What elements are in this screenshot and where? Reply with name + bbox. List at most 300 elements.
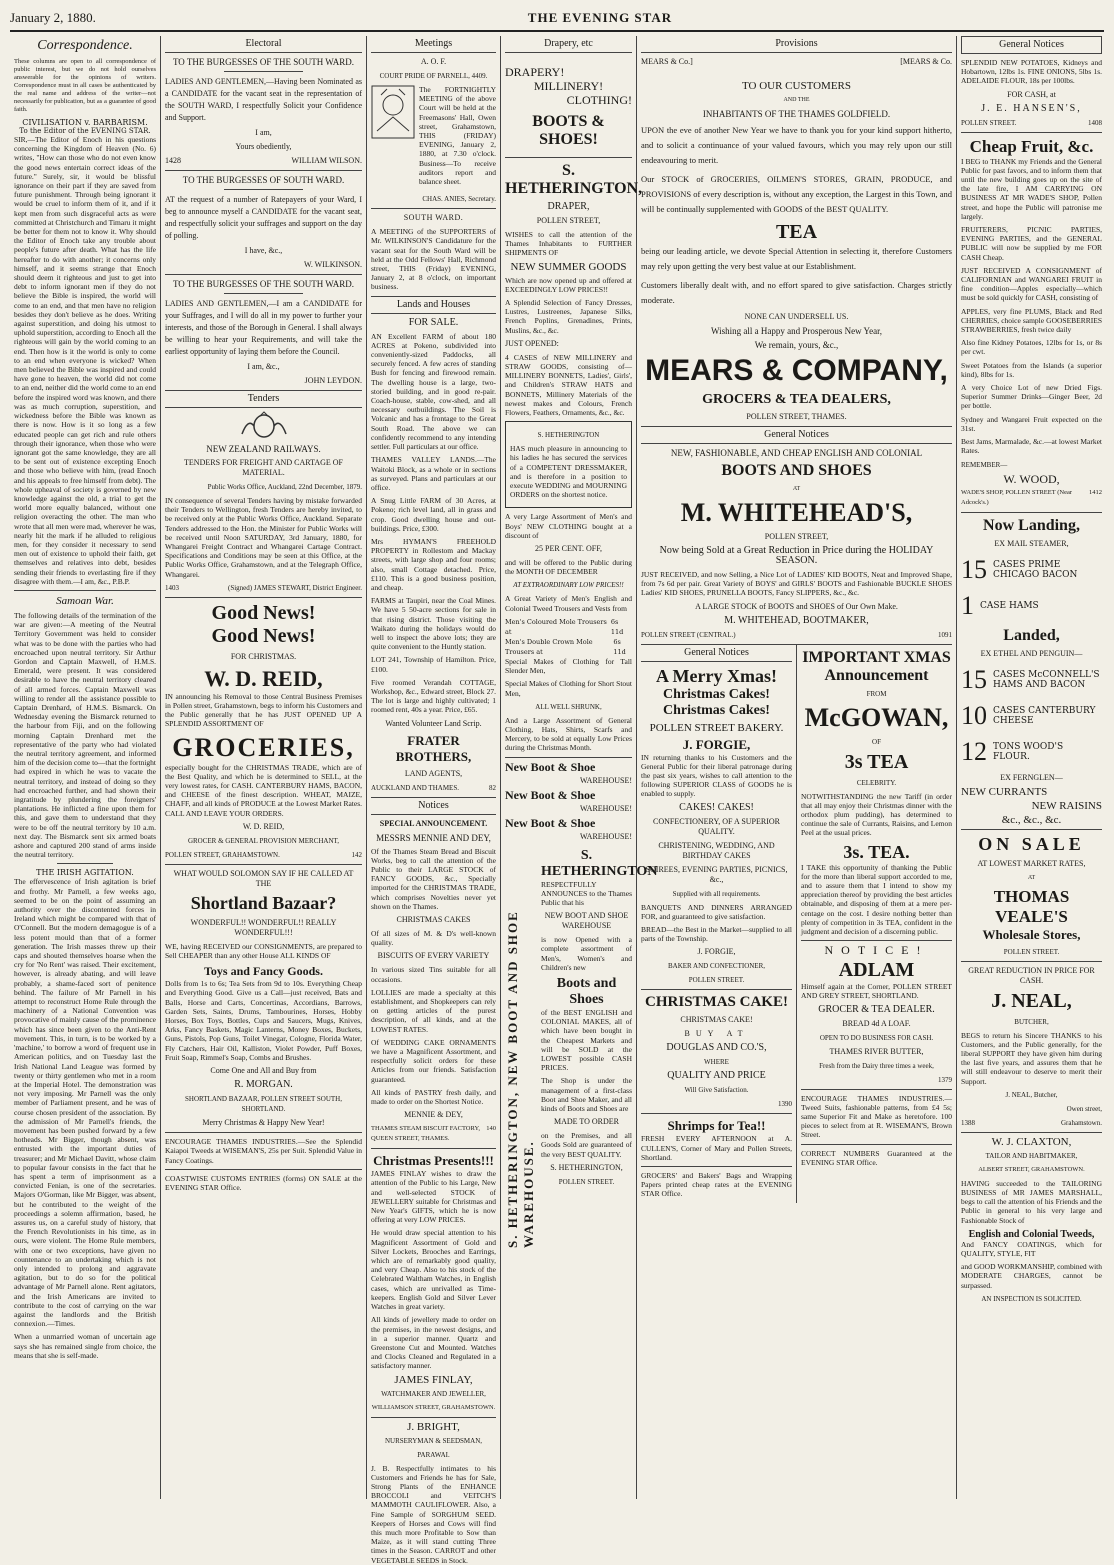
column-correspondence bbox=[10, 36, 160, 1499]
on-sale: ON SALE bbox=[978, 833, 1085, 854]
shrimps-body: FRESH EVERY AFTERNOON at A. CULLEN'S, Corner of Mary and Pollen Streets, Shortland. bbox=[641, 1134, 792, 1162]
landing-count-1: 15 bbox=[961, 554, 987, 584]
sweet-potatoes: Sweet Potatoes from the Islands (a superior kind), 8lbs for 1s. bbox=[961, 360, 1102, 379]
mears-wish: Wishing all a Happy and Prosperous New Year, bbox=[711, 326, 882, 336]
inhabitants: INHABITANTS OF THE THAMES GOLDFIELD. bbox=[702, 109, 891, 119]
reid-for-christmas: FOR CHRISTMAS. bbox=[230, 651, 297, 661]
finlay-body-1: JAMES FINLAY wishes to draw the attention of the Public to his Large, New and well-selected STOCK of JEWELLERY suitable for Christmas and New Year's GIFTS, which he is now offering at very LOW PRICES. bbox=[371, 1169, 496, 1225]
banquets: BANQUETS AND DINNERS ARRANGED FOR, and guaranteed to give satisfaction. bbox=[641, 902, 792, 921]
finlay-body-3: All kinds of jewellery made to order on the premises, in the newest designs, and in a superior manner. Quartz and Greenstone Cut and Mounted. Watches and Clocks Cleaned and Regulated in a satisfactory manner. bbox=[371, 1315, 496, 1371]
hetherington-2-body-4: The Shop is under the management of a first-class Boot and Shoe Maker, and all kinds of Boots and Shoes are bbox=[541, 1076, 632, 1113]
christmas-cake-big: CHRISTMAS CAKE! bbox=[645, 994, 788, 1011]
hetherington-2-body-3: of the BEST ENGLISH and COLONIAL MAKES, all of which have been bought in the Cheapest Markets and will be SOLD at the LOWEST possible CASH PRICES. bbox=[541, 1007, 632, 1073]
good-news-1: Good News! bbox=[211, 601, 316, 624]
millinery-heading: MILLINERY! bbox=[533, 79, 604, 93]
section-heading-notices: Notices bbox=[371, 797, 496, 815]
to-customers: TO OUR CUSTOMERS bbox=[741, 80, 851, 92]
forgie-name: J. FORGIE, bbox=[682, 736, 751, 752]
ethel-penguin: EX ETHEL AND PENGUIN— bbox=[980, 648, 1083, 658]
section-heading-general-notices-3: General Notices bbox=[641, 645, 792, 662]
trousers: A Great Variety of Men's English and Colonial Tweed Trousers and Vests from bbox=[505, 594, 632, 613]
neal-butcher: BUTCHER, bbox=[1014, 1017, 1049, 1026]
quality-price: QUALITY AND PRICE bbox=[667, 1070, 766, 1082]
whitehead-sign-2: POLLEN STREET (CENTRAL.) bbox=[641, 630, 736, 639]
claxton-address: ALBERT STREET, GRAHAMSTOWN. bbox=[978, 1165, 1085, 1173]
inspection: AN INSPECTION IS SOLICITED. bbox=[981, 1294, 1082, 1303]
reid-groceries: GROCERIES, bbox=[172, 732, 355, 762]
adlam-number: 1379 bbox=[938, 1075, 952, 1084]
cases-body: 4 CASES of NEW MILLINERY and STRAW GOODS, consisting of— MILLINERY BONNETS, Ladies', Girls', and Children's STRAW HATS and BONNETS, Millinery Materials of the newest makes and Colours, French Flowers, Feathers, Ornaments, &c., &c. bbox=[505, 352, 632, 418]
letter-body: SIR,—The Editor of Enoch in his questions concerning the Kingdom of Heaven (No. 6) writes, "How can those who do not even know the good news entertain correct ideas of the future." Surely, sir, it would be blissful ignorance on their part if they are saved from future punishment. Through being ignorant it would be cruel to inform them of it, and if it kept men from such disgraceful acts as were committed at Christchurch and Timaru it might be better for them not to know it. Why should the Editor of Enoch take any trouble about people's future after death. What has the life hereafter to do with another; it concerns only himself, and it seems strange that Enoch should deem it righteous and just to get into debt to inform ignorant men if they do not believe the Bible is inspired, the world will come to an end, and that men have no religion besides they don't believe as he does. Writing against superstition, and doing his utmost to uphold superstition, according to Enoch all the righteous will gain by the world coming to an end. Then how is it the world is only to come to an end when everyone is wicked? When men believed the Bible was inspired and could have gone to heaven, the world did not come to an end, neither did the world come to an end before the inspired word was known, and there was as much corruption, superstition, and wickedness before the Bible was known as there is now. How is it so long as a few educated people can get rich and rule others through their ignorance, when those who were ignorant got the same knowledge, they are all to be sent out of existence excepting Enoch and those who believe with him, (read Enoch and his appeals to free himself from debt). The whole upheaval of society is governed by new knowledge against the old, a trial to get the world more equally balanced, without one religion overacting the other. The man who wrote that all men were mad, wherever he was, nearly hit the mark if he alluded to religious men, for they consider it necessary to send men out of existence to uphold their faith, get themselves and relatives into debt, besides sending their friends to everlasting fire if they disagree with them.—I am, &c., P.B.P. bbox=[14, 135, 156, 586]
landing-item-1: CASES PRIME CHICAGO BACON bbox=[993, 559, 1078, 580]
new-raisins: NEW RAISINS bbox=[1031, 799, 1102, 812]
bazaar-wish: Merry Christmas & Happy New Year! bbox=[202, 1118, 325, 1128]
christmas-cake-small: CHRISTMAS CAKE! bbox=[680, 1015, 753, 1025]
section-heading-provisions: Provisions bbox=[641, 36, 952, 53]
price-value-1: 6s 11d bbox=[610, 617, 624, 636]
bread: BREAD—the Best in the Market—supplied to all parts of the Township. bbox=[641, 925, 792, 944]
electoral-ad-2-title: TO THE BURGESSES OF SOUTH WARD. bbox=[182, 175, 345, 185]
railways-place: Public Works Office, Auckland, 22nd December, 1879. bbox=[207, 483, 362, 491]
satisfaction: Will Give Satisfaction. bbox=[684, 1086, 749, 1095]
reid-sign2: GROCER & GENERAL PROVISION MERCHANT, bbox=[187, 836, 340, 845]
mears-body-2: Our STOCK of GROCERIES, OILMEN'S STORES, GRAIN, PRODUCE, and PROVISIONS of every description is, without any exception, the Largest in this Town, and will be continually supplemented with GOODS of the BEST QUALITY. bbox=[641, 174, 952, 214]
column-drapery bbox=[500, 36, 658, 1499]
section-heading-electoral: Electoral bbox=[165, 36, 362, 53]
bazaar-body: WE, having RECEIVED our CONSIGNMENTS, are prepared to Sell CHEAPER than any other House ALL KINDS OF bbox=[165, 941, 362, 961]
mcgowan-from: FROM bbox=[866, 689, 887, 698]
neal-town: Grahamstown. bbox=[1060, 1118, 1102, 1127]
potatoes-ad: SPLENDID NEW POTATOES, Kidneys and Hobartown, 12lbs 1s. FINE ONIONS, 5lbs 1s. ADELAIDE FLOUR, 18s per 100lbs. bbox=[961, 58, 1102, 86]
bright-body: J. B. Respectfully intimates to his Customers and Friends he has for Sale, Strong Plants of the ENHANCE BROCCOLI and VEITCH'S MAMMOTH CAULIFLOWER. Also, a Fine Sample of SORGHUM SEED. Keepers of Horses and Cows will find this much more Profitable to Sow than Maize, as it will stand cutting Three times in the Season. CARROT and other VEGETABLE SEEDS in Stock. bbox=[371, 1463, 496, 1565]
discount: 25 PER CENT. OFF, bbox=[535, 544, 602, 554]
claxton-name: W. J. CLAXTON, bbox=[991, 1135, 1072, 1148]
mcgowan-3s-tea: 3s TEA bbox=[844, 750, 909, 773]
landing-item-2: CASE HAMS bbox=[980, 600, 1039, 611]
forgie-body: IN returning thanks to his Customers and the General Public for their liberal patronage during the past six years, wishes to call attention to the following SUPERIOR CLASS of GOODS he is enabled to supply. bbox=[641, 752, 792, 799]
south-ward-body: A MEETING of the SUPPORTERS of Mr. WILKINSON'S Candidature for the vacant seat for the South Ward will be held at the Odd Fellows' Hall, Richmond street, THIS (Friday) EVENING, January 2, at 8 o'clock, on important business. bbox=[371, 227, 496, 292]
hansen-number: 1408 bbox=[1088, 118, 1102, 127]
customs-ad: COASTWISE CUSTOMS ENTRIES (forms) ON SALE at the EVENING STAR Office. bbox=[165, 1173, 362, 1192]
wood-name: W. WOOD, bbox=[1003, 471, 1060, 486]
forgie-sub: BAKER AND CONFECTIONER, bbox=[667, 962, 766, 971]
mears-company: MEARS & COMPANY, bbox=[645, 354, 948, 387]
landing-item-4: CASES CANTERBURY CHEESE bbox=[993, 705, 1096, 726]
section-heading-general-notices-2: General Notices bbox=[641, 426, 952, 444]
forgie-column bbox=[641, 645, 797, 1203]
foresters-emblem-icon bbox=[371, 85, 415, 143]
douglas-name: DOUGLAS AND CO.'S, bbox=[666, 1042, 767, 1054]
mcgowan-body: NOTWITHSTANDING the new Tariff (in order that all may enjoy their Christmas dinner with the orthodox plum pudding), has determined to continue the sale of Currants, Raisins, and Lemon Peel at the usual prices. bbox=[801, 791, 952, 838]
bazaar-wonderful: WONDERFUL!! WONDERFUL!! REALLY WONDERFUL!!! bbox=[190, 917, 337, 937]
electoral-ad-3-body: LADIES AND GENTLEMEN,—I am a CANDIDATE for your Suffrages, and I will do all in my power to further your interests, and those of the Borough in General. I shall always be willing to hear your Requirements, and will take the earliest opportunity of laying them before the Council. bbox=[165, 299, 362, 356]
closing-filler: When a unmarried woman of uncertain age says she has remained single from choice, the means that she is self-made. bbox=[14, 1332, 156, 1360]
fruiterers: FRUITERERS, PICNIC PARTIES, EVENING PARTIES, and the GENERAL PUBLIC will now be supplied by me FOR CASH Cheap. bbox=[961, 225, 1102, 262]
electoral-ad-1-sign: I am, bbox=[255, 128, 272, 137]
special-announcement: SPECIAL ANNOUNCEMENT. bbox=[379, 818, 488, 828]
best-jams: Best Jams, Marmalade, &c.—at lowest Market Rates. bbox=[961, 437, 1102, 456]
correspondence-notice: These columns are open to all correspondence of public interest, but we do not hold ourselves answerable for the opinions of writers. Correspondence must in all cases be authenticated by the real name and address of the writer—not necessarily for publication, but as a guarantee of good faith. bbox=[14, 58, 156, 113]
wanted-scrip: Wanted Volunteer Land Scrip. bbox=[385, 718, 482, 728]
hetherington-address: POLLEN STREET, bbox=[536, 216, 601, 225]
warehouse-2: WAREHOUSE! bbox=[580, 803, 632, 813]
sale-body-3: A Snug Little FARM of 30 Acres, at Pokeno; rich level land, all in grass and crop. Good dwelling house and out-buildings. Price, £300. bbox=[371, 496, 496, 533]
whitehead-at: AT bbox=[792, 486, 801, 492]
aof-body: The FORTNIGHTLY MEETING of the above Court will be held at the Freemasons' Hall, Owen street, Grahamstown, THIS (FRIDAY) EVENING, January 2, 1880, at 7.30 o'clock. Business—To receive auditors report and balance sheet. bbox=[419, 85, 496, 187]
cakes-body: Of all sizes of M. & D's well-known quality. bbox=[371, 929, 496, 948]
bazaar-toys: Toys and Fancy Goods. bbox=[204, 964, 323, 979]
finlay-body-2: He would draw special attention to his Magnificent Assortment of Gold and Silver Lockets, Brooches and Earrings, which are of remarkably good quality, and very Cheap. Also to his stock of the Celebrated Waltham Watches, in English cases, which are unrivalled as Time-keepers. English Gold and Silver Lever Watches in great variety. bbox=[371, 1228, 496, 1312]
price-label-1: Men's Coloured Mole Trousers at bbox=[505, 617, 607, 636]
frater-name: FRATER BROTHERS, bbox=[395, 732, 472, 764]
forgie-sign: J. FORGIE, bbox=[697, 947, 736, 957]
samoan-war-body: The following details of the termination of the war are given:—A meeting of the Neutral Territory Government was held to consider what was to be done with the parties who had encroached upon neutral territory. Sir Arthur Gordon and Captain Maxwell, of H.M.S. Emerald, were present. It was considered desirable to have the neutral territory cleared of all armed forces. Captain Maxwell was willing to render all the assistance possible to Captain Drenhard, of H.M.S. Bismarck. On Wednesday evening the Bismarck returned to the harbour from Fiji, and on the following morning Captain Drenhard met the representative of the party who had violated the neutral territory agreement, and informed him of the decision come to—that the fortnight had expired in which he was to vacate the neutral territory, and instead of doing so they had encroached further, and had shown their ingratitude by plundering the foreigners' plantations. He inflicted a fine upon them for this, and gave them to understand that they were to be off the neutral territory by 10 a.m. next day. The Bismarck sent six armed boats ashore and captured 200 stand of arms inside the neutral territory. bbox=[14, 610, 156, 860]
christmas-cakes-2: Christmas Cakes! bbox=[663, 702, 770, 718]
mears-tag-right: [MEARS & Co. bbox=[900, 57, 952, 66]
landing-item-5: TONS WOOD'S FLOUR. bbox=[993, 741, 1064, 762]
electoral-ad-1-name: WILLIAM WILSON. bbox=[291, 156, 362, 165]
dressmaker-body: HAS much pleasure in announcing to his ladies he has secured the services of a COMPETENT DRESSMAKER, and is therefore in a position to execute WEDDING and MOURNING ORDERS on the shortest notice. bbox=[510, 444, 627, 500]
railways-sign: (Signed) JAMES STEWART, District Engineer. bbox=[228, 583, 362, 592]
hetherington-name: S. HETHERINGTON, bbox=[505, 162, 643, 197]
electoral-ad-3-name: JOHN LEYDON. bbox=[304, 376, 362, 385]
electoral-ad-2-name: W. WILKINSON. bbox=[304, 260, 362, 269]
railways-subtitle: TENDERS FOR FREIGHT AND CARTAGE OF MATERIAL. bbox=[184, 458, 343, 477]
for-sale-title: FOR SALE. bbox=[408, 316, 459, 328]
landing-count-3: 15 bbox=[961, 664, 987, 694]
aof-title: A. O. F. bbox=[420, 57, 447, 66]
hetherington-2-name: S. HETHERINGTON bbox=[541, 847, 658, 879]
bazaar-address: SHORTLAND BAZAAR, POLLEN STREET SOUTH, SHORTLAND. bbox=[185, 1095, 342, 1114]
frater-sub: LAND AGENTS, bbox=[404, 768, 463, 778]
adlam-name: ADLAM bbox=[838, 959, 915, 982]
column-provisions bbox=[636, 36, 956, 1499]
cakes-title: CHRISTMAS CAKES bbox=[396, 915, 471, 924]
tea-word: TEA bbox=[775, 221, 818, 243]
just-opened: JUST OPENED: bbox=[505, 338, 559, 348]
headline-samoan-war: Samoan War. bbox=[56, 594, 114, 607]
reid-body: IN announcing his Removal to those Central Business Premises in Pollen street, Grahamstown, begs to inform his Customers and the Public generally that he has JUST OPENED UP A SPLENDID ASSORTMENT OF bbox=[165, 691, 362, 729]
landing-count-4: 10 bbox=[961, 700, 987, 730]
announcement: Announcement bbox=[824, 666, 929, 684]
frater-number: 82 bbox=[489, 783, 496, 792]
soirees: SOIREES, EVENING PARTIES, PICNICS, &c., bbox=[645, 864, 788, 884]
reid-address: POLLEN STREET, GRAHAMSTOWN. bbox=[165, 850, 280, 859]
railways-number: 1403 bbox=[165, 583, 179, 592]
lowest-rates: AT LOWEST MARKET RATES, bbox=[977, 858, 1086, 868]
industries-ad: ENCOURAGE THAMES INDUSTRIES.—See the Splendid Kaiapoi Tweeds at WISEMAN'S, 25s per Suit. Splendid Value in Fancy Coatings. bbox=[165, 1137, 362, 1165]
reid-body2: especially bought for the CHRISTMAS TRADE, which are of the Best Quality, and which he is determined to SELL, at the very lowest rates, for CASH. CANTERBURY HAMS, BACON, and CHEESE of the finest description. WHEAT, MAIZE, CHAFF, and all kinds of PRODUCE at the Lowest Market Rates. CALL AND LEAVE YOUR ORDERS. bbox=[165, 762, 362, 818]
notice-heading: NOTICE! bbox=[824, 943, 929, 958]
forgie-address: POLLEN STREET. bbox=[688, 976, 745, 985]
remember: REMEMBER— bbox=[961, 460, 1008, 469]
mears-remain: We remain, yours, &c., bbox=[754, 340, 839, 350]
veale-name: THOMAS VEALE'S bbox=[993, 886, 1070, 926]
now-landing: Now Landing, bbox=[983, 516, 1080, 534]
landing-count-2: 1 bbox=[961, 590, 974, 620]
neal-number: 1388 bbox=[961, 1118, 975, 1127]
industries-ad-2: ENCOURAGE THAMES INDUSTRIES.—Tweed Suits, fashionable patterns, from £4 5s; same Superior Fit and Make as heretofore. 100 pieces to select from at R. WISEMAN'S, Brown Street. bbox=[801, 1093, 952, 1140]
price-label-2: Men's Double Crown Mole Trousers at bbox=[505, 637, 593, 656]
mennie-head: MESSRS MENNIE AND DEY, bbox=[376, 832, 491, 843]
bright-sub: NURSERYMAN & SEEDSMAN, bbox=[384, 1436, 483, 1445]
clothing-heading: CLOTHING! bbox=[566, 93, 632, 107]
special-makes-2: Special Makes of Clothing for Short Stout Men, bbox=[505, 679, 632, 698]
landing-count-5: 12 bbox=[961, 736, 987, 766]
river-butter: THAMES RIVER BUTTER, bbox=[829, 1046, 924, 1056]
sale-body-5: FARMS at Taupiri, near the Coal Mines. We have 5 50-acre sections for sale in that rising district. Those visiting the Waikato during the holidays would do well to inspect the above lots; they are quite convenient to the Huntly station. bbox=[371, 596, 496, 652]
headline-civilisation: CIVILISATION v. BARBARISM. bbox=[22, 118, 148, 127]
whitehead-stock: A LARGE STOCK of BOOTS and SHOES of Our Own Make. bbox=[695, 601, 898, 611]
hetherington-sub: DRAPER, bbox=[547, 201, 590, 212]
section-heading-general-notices: General Notices bbox=[961, 36, 1102, 54]
boots-shoes-heading: BOOTS & SHOES! bbox=[532, 113, 605, 148]
kidney-potatoes: Also fine Kidney Potatoes, 12lbs for 1s, or 8s per cwt. bbox=[961, 338, 1102, 357]
whitehead-head: NEW, FASHIONABLE, AND CHEAP ENGLISH AND COLONIAL bbox=[670, 448, 923, 458]
bread-loaf: BREAD 4d A LOAF. bbox=[842, 1018, 911, 1028]
section-heading-lands: Lands and Houses bbox=[371, 296, 496, 314]
finlay-name: JAMES FINLAY, bbox=[394, 1373, 473, 1386]
grocer-tea-dealer: GROCER & TEA DEALER. bbox=[818, 1003, 935, 1015]
neal-sign: J. NEAL, Butcher, bbox=[1005, 1090, 1058, 1099]
cheap-fruit: Cheap Fruit, &c. bbox=[969, 136, 1094, 156]
veale-at: AT bbox=[1027, 874, 1036, 881]
etc: &c., &c., &c. bbox=[1001, 813, 1062, 826]
electoral-ad-3-sign: I am, &c., bbox=[247, 362, 280, 371]
butter-fresh: Fresh from the Dairy three times a week, bbox=[819, 1061, 934, 1070]
well-shrunk: ALL WELL SHRUNK, bbox=[535, 702, 602, 711]
bazaar-name: Shortland Bazaar? bbox=[190, 892, 337, 913]
bazaar-owner: R. MORGAN. bbox=[234, 1079, 293, 1091]
hansen-address: POLLEN STREET. bbox=[961, 118, 1017, 127]
mears-liberal: Customers liberally dealt with, and no effort spared to give satisfaction. Charges strictly moderate. bbox=[641, 280, 952, 305]
biscuits-title: BISCUITS OF EVERY VARIETY bbox=[377, 951, 490, 961]
landing-line-5 bbox=[961, 737, 1102, 767]
wood-number: 1412 bbox=[1089, 488, 1102, 496]
new-boot-shoe-3: New Boot & Shoe bbox=[505, 815, 596, 830]
reid-number: 142 bbox=[351, 850, 362, 859]
sale-body-1: AN Excellent FARM of about 180 ACRES at Pokeno, subdivided into conveniently-sized Paddocks, all securely fenced. A few acres of standing Bush for fencing and firewood remain. The dwelling house is a large, two-storied building, and in good re-pair. Coach-house, stable, cow-shed, and all necessary outbuildings. The Soil is Volcanic and has a frontage to the Great South Road. The above we can confidently recommend to any intending settler. Full particulars at our office. bbox=[371, 331, 496, 452]
hetherington-2-body-2: is now Opened with a complete assortment of Men's, Women's and Children's new bbox=[541, 935, 632, 972]
new-boot-shoe-2: New Boot & Shoe bbox=[505, 787, 596, 802]
hetherington-2-sign: S. HETHERINGTON, bbox=[550, 1162, 623, 1172]
great-reduction: GREAT REDUCTION IN PRICE FOR CASH. bbox=[968, 965, 1095, 985]
requirements: Supplied with all requirements. bbox=[672, 889, 761, 898]
hetherington-list: A Splendid Selection of Fancy Dresses, Lustres, Lustreenes, Japanese Silks, French Poplins, Grenadines, Prints, Muslins, &c., &c. bbox=[505, 298, 632, 335]
dressmaker-box bbox=[505, 421, 632, 508]
mail-steamer: EX MAIL STEAMER, bbox=[994, 538, 1069, 548]
bazaar-list: Dolls from 1s to 6s; Tea Sets from 9d to 10s. Everything Cheap and Everything Good. Give us a Call—just received, Bats and Balls, Horse and Carts, Concertinas, Accordians, Barrows, Garden Sets, Saints, Drums, Tambourines, Horses, Hobby Horses, Box Toys, Bottles, Cups and Saucers, Mugs, Knives, Arks, Fancy Baskets, Magic Lanterns, Money Boxes, Buckets, Guns, Pistols, Pop Guns, Toilet Vinegar, Cologne, Florida Water, Fly Catchers, Hair Oil, Kalliston, Violet Powder, Puff Boxes, Fruit Soap, Rimmel's Soap, Combs and Brushes. bbox=[165, 979, 362, 1062]
hetherington-2-warehouse: NEW BOOT AND SHOE WAREHOUSE bbox=[544, 911, 629, 931]
low-prices: AT EXTRAORDINARY LOW PRICES!! bbox=[513, 581, 624, 590]
where: WHERE bbox=[704, 1058, 729, 1067]
confectionery: CONFECTIONERY, OF A SUPERIOR QUALITY. bbox=[653, 816, 780, 836]
frater-address: AUCKLAND AND THAMES. bbox=[371, 783, 459, 792]
railways-title: NEW ZEALAND RAILWAYS. bbox=[206, 444, 321, 454]
mcgowan-body-2: I TAKE this opportunity of thanking the Public for the more than liberal support accorded to me, and to assure them that I intend to show my appreciation thereof by providing the best articles obtainable, and disposing of them at a mere per-centage on the cost. I desire nothing better than plenty of competition in 3s TEA, confident in the judgment and decision of a discerning public. bbox=[801, 862, 952, 937]
hetherington-2-address: POLLEN STREET. bbox=[558, 1177, 615, 1186]
month: and will be offered to the Public during the MONTH OF DECEMBER bbox=[505, 558, 632, 577]
made-to-order: MADE TO ORDER bbox=[553, 1117, 620, 1127]
column-general-notices bbox=[956, 36, 1106, 1499]
sale-body-4: Mrs HYMAN'S FREEHOLD PROPERTY in Rollestom and Mackay streets, with large shop and four rooms; also, small Cottage detached. Price, £110. This is a good business position, and cheap. bbox=[371, 536, 496, 592]
column-electoral bbox=[160, 36, 366, 1499]
general-clothing: And a Large Assortment of General Clothing, Hats, Shirts, Scarfs and Mercery, to be sold at equally Low Prices during the Christmas Month. bbox=[505, 715, 632, 753]
sale-body-7: Five roomed Verandah COTTAGE, Workshop, &c., Edward street, Block 27. The lot is large and highly cultivated; 1 roomed rent, 40s a year. Price, £65. bbox=[371, 677, 496, 715]
hansen-name: J. E. HANSEN'S, bbox=[981, 102, 1082, 114]
good-news-2: Good News! bbox=[211, 624, 316, 647]
electoral-ad-1-sign2: Yours obediently, bbox=[235, 142, 292, 151]
bazaar-question: WHAT WOULD SOLOMON SAY IF HE CALLED AT THE bbox=[173, 868, 354, 888]
none-undersell: NONE CAN UNDERSELL US. bbox=[744, 312, 849, 321]
tea-body: being our leading article, we devote Special Attention in selecting it, therefore Customers may rely upon getting the very best value at our Establishment. bbox=[641, 246, 952, 271]
hetherington-2-body: RESPECTFULLY ANNOUNCES to the Thames Public that his bbox=[541, 879, 632, 907]
mennie-address: THAMES STEAM BISCUIT FACTORY, QUEEN STREET, THAMES. bbox=[371, 1125, 480, 1143]
column-meetings bbox=[366, 36, 500, 1565]
claxton-sub: TAILOR AND HABITMAKER, bbox=[985, 1151, 1078, 1160]
workmanship: and GOOD WORKMANSHIP, combined with MODERATE CHARGES, cannot be surpassed. bbox=[961, 1262, 1102, 1290]
bright-address: PARAWAI. bbox=[417, 1450, 450, 1459]
whitehead-body: JUST RECEIVED, and now Selling, a Nice Lot of LADIES' KID BOOTS, Neat and Improved Shape, from 7s 6d per pair. Great Variety of BOYS' and GIRLS' BOOTS and Fashionable BUCKLE SHOES Ladies' KID SHOES, PRUNELLA BOOTS, Fancy SLIPPERS, &c., &c. bbox=[641, 570, 952, 598]
sale-body-2: THAMES VALLEY LANDS.—The Waitoki Block, as a whole or in sections as surveyed. Plans and particulars at our office. bbox=[371, 455, 496, 492]
reid-sign: W. D. REID, bbox=[242, 821, 285, 831]
south-ward-title: SOUTH WARD. bbox=[403, 213, 464, 223]
and-the: AND THE bbox=[783, 97, 810, 103]
headline-irish-agitation: THE IRISH AGITATION. bbox=[36, 868, 134, 878]
bazaar-come: Come One and All and Buy from bbox=[210, 1066, 317, 1076]
new-boot-shoe-1: New Boot & Shoe bbox=[505, 759, 596, 774]
for-cash: FOR CASH, at bbox=[1007, 89, 1056, 99]
masthead bbox=[10, 6, 1104, 32]
mcgowan-column bbox=[797, 645, 952, 1203]
christmas-presents: Christmas Presents!!! bbox=[373, 1153, 494, 1169]
correct-numbers: CORRECT NUMBERS Guaranteed at the EVENING STAR Office. bbox=[801, 1148, 952, 1167]
wedding-body: Of WEDDING CAKE ORNAMENTS we have a Magnificent Assortment, and respectfully solicit orders for these Articles from our friends. Satisfaction guaranteed. bbox=[371, 1037, 496, 1084]
grocers-bags: GROCERS' and Bakers' Bags and Wrapping Papers printed cheap rates at the EVENING STAR Office. bbox=[641, 1171, 792, 1199]
neal-body: BEGS to return his Sincere THANKS to his Customers, and the Public generally, for the liberal SUPPORT they have given him during the last five years, and assures them that he will still endeavour to deserve to merit their Support. bbox=[961, 1030, 1102, 1086]
electoral-ad-1-title: TO THE BURGESSES OF THE SOUTH WARD. bbox=[172, 57, 355, 67]
christmas-cakes-1: Christmas Cakes! bbox=[663, 686, 770, 702]
clothing-stock: A very Large Assortment of Men's and Boys' NEW CLOTHING bought at a discount of bbox=[505, 512, 632, 540]
whitehead-sign: M. WHITEHEAD, BOOTMAKER, bbox=[724, 614, 869, 626]
mcgowan-name: McGOWAN, bbox=[804, 702, 949, 732]
section-heading-tenders: Tenders bbox=[165, 390, 362, 408]
section-heading-correspondence: Correspondence. bbox=[37, 38, 133, 53]
electoral-ad-1-number: 1428 bbox=[165, 156, 181, 165]
neal-address: Owen street, bbox=[1066, 1104, 1102, 1113]
fruit-body: I BEG to THANK my Friends and the General Public for past favors, and to inform them that until the new building goes up on the site of the late fire, I AM CARRYING ON BUSINESS AT MR WADE'S SHOP, Pollen street, and hope the Public will patronise me largely. bbox=[961, 156, 1102, 221]
ex-fernglen: EX FERNGLEN— bbox=[1000, 772, 1063, 782]
fruit-list: APPLES, very fine PLUMS, Black and Red CHERRIES, choice sample GOOSEBERRIES STRAWBERRIES, fresh twice daily bbox=[961, 306, 1102, 335]
adlam-body: Himself again at the Corner, POLLEN STREET AND GREY STREET, SHORTLAND. bbox=[801, 982, 952, 1001]
aof-sign: CHAS. ANIES, Secretary. bbox=[422, 195, 496, 204]
merry-xmas: A Merry Xmas! bbox=[656, 665, 777, 686]
douglas-number: 1390 bbox=[778, 1100, 792, 1109]
reid-name: W. D. REID, bbox=[204, 665, 323, 691]
to-editor: To the Editor of the EVENING STAR. bbox=[19, 127, 151, 135]
lollies-body: LOLLIES are made a specialty at this establishment, and Shopkeepers can rely on getting articles of the purest description, of all kinds, and at the LOWEST RATES. bbox=[371, 987, 496, 1034]
whitehead-number: 1091 bbox=[938, 630, 952, 639]
mears-grocers: GROCERS & TEA DEALERS, bbox=[702, 392, 891, 407]
royal-arms-icon bbox=[165, 412, 362, 440]
summer-goods: NEW SUMMER GOODS bbox=[510, 260, 627, 273]
neal-name: J. NEAL, bbox=[991, 989, 1072, 1012]
consignment: JUST RECEIVED A CONSIGNMENT of CALIFORNIAN and WANGAREI FRUIT in fine condition—Apples especially—which must be sold quickly for CASH, consisting of bbox=[961, 265, 1102, 303]
special-makes-1: Special Makes of Clothing for Tall Slender Men, bbox=[505, 656, 632, 676]
landing-item-3: CASES McCONNELL'S HAMS AND BACON bbox=[993, 669, 1100, 690]
important-xmas: IMPORTANT XMAS bbox=[802, 648, 951, 666]
drapery-heading: DRAPERY! bbox=[505, 65, 565, 79]
warehouse-1: WAREHOUSE! bbox=[580, 775, 632, 785]
mennie-sign: MENNIE & DEY, bbox=[404, 1110, 463, 1120]
hetherington-opened: Which are now opened up and offered at EXCEEDINGLY LOW PRICES!! bbox=[505, 275, 632, 294]
sydney-fruit: Sydney and Wangarei Fruit expected on the 31st. bbox=[961, 414, 1102, 433]
newspaper-title: THE EVENING STAR bbox=[527, 10, 673, 25]
mcgowan-of: OF bbox=[872, 737, 881, 746]
bright-name: J. BRIGHT, bbox=[407, 1420, 460, 1433]
cakes-cakes: CAKES! CAKES! bbox=[679, 801, 754, 813]
landing-line-3 bbox=[961, 665, 1102, 695]
vertical-banner: S. HETHERINGTON, NEW BOOT AND SHOE WAREHOUSE. bbox=[505, 909, 536, 1248]
mcgowan-3s-tea-2: 3s. TEA. bbox=[843, 841, 910, 862]
new-currants: NEW CURRANTS bbox=[961, 785, 1048, 798]
electoral-ad-2-sign: I have, &c., bbox=[244, 246, 283, 255]
irish-agitation-body: The effervescence of Irish agitation is brief and frothy. Mr Parnell, a few weeks ago, seemed to be on the point of assuming an authority over the discontented forces in Ireland which might be compared with that of O'Connell. But the modern demagogue is of a less potent mould than that of a former generation. The Irish masses threw up their caps and shouted themselves hoarse when the cry for 'No Rent' was raised. Their excitement, however, is already abating, and will leave probably, a shame-faced sort of penitence behind. The failure of Mr Parnell in his attempt to reconstruct Home Rule through the machinery of a National Convention was provocative of mainly cause of the prominence which has since been given to the Anti-Rent movement. This, in turn, is to be worked by a 'machine,' to borrow a word of frequent use in American politics, and on Tuesday last the Irish National Land League was formed by twenty or thirty gentlemen who met in a room at the Imperial Hotel. The demonstration was not very imposing. Mr Parnell was the only member of Parliament present, and he was of course chosen president of the association. By the admission of Mr Parnell's friends, the movement has been pushed forward by a few hotheads. Mr Bigger, though absent, was entrusted with the important duties of treasurer; and Mr Michael Davitt, whose claim to popular favour consists in the fact that he has spent a term of imprisonment as a convicted Fenian, is one of the secretaries. Majors O'Gorman, like Mr Bigger, was absent, but he contributed to the weight of the proceedings a solemn affirmation, based, he assures us, on a careful study of history, that the French Revolutionists in his time, as in ours, were violent. The Home Rule members, with one or two exceptions, have given no countenance to an undertaking which is not only intended to prolong and aggravate agitation, but to do so for the political advantage of Mr Parnell alone. Rent agitators, and the Irish Americans are invited to contribute to the cost of carrying on the war against the landlords and the British connexion.—Times. bbox=[14, 877, 156, 1329]
coatings: And FANCY COATINGS, which for QUALITY, STYLE, FIT bbox=[961, 1239, 1102, 1258]
whitehead-now: Now being Sold at a Great Reduction in Price during the HOLIDAY SEASON. bbox=[659, 545, 934, 566]
whitehead-boots: BOOTS AND SHOES bbox=[721, 462, 872, 479]
mcgowan-celebrity: CELEBRITY. bbox=[856, 778, 897, 787]
railways-body: IN consequence of several Tenders having by mistake forwarded their Tenders to Wellington, fresh Tenders are hereby invited, to be received only at the Public Works Office, Auckland. Separate Tenders addressed to the Hon. the Minister for Public Works will be received until Noon SATURDAY, 3rd January, 1880, for Whangarei Freight Contract and Whangarei Cartage Contract. Specifications and Conditions may be seen at this Office, at the Public Works Office, Grahamstown, and at the Telegraph Office, Whangarei. bbox=[165, 496, 362, 579]
issue-date: January 2, 1880. bbox=[10, 10, 96, 25]
landing-line-2 bbox=[961, 591, 1102, 621]
sale-body-6: LOT 241, Township of Hamilton. Price, £100. bbox=[371, 655, 496, 674]
warehouse-3: WAREHOUSE! bbox=[580, 831, 632, 841]
hetherington-2-boots: Boots and Shoes bbox=[556, 975, 617, 1007]
mennie-body: Of the Thames Steam Bread and Biscuit Works, beg to call the attention of the Public to their LARGE STOCK of FANCY GOODS, &c., Specially imported for the CHRISTMAS TRADE, which comprises Novelties never yet shown on the Thames. bbox=[371, 846, 496, 911]
whitehead-name: M. WHITEHEAD'S, bbox=[680, 498, 913, 527]
landing-line-4 bbox=[961, 701, 1102, 731]
pastry-body: All kinds of PASTRY fresh daily, and made to order on the Shortest Notice. bbox=[371, 1087, 496, 1107]
christening: CHRISTENING, WEDDING, AND BIRTHDAY CAKES bbox=[658, 840, 775, 860]
electoral-ad-3-title: TO THE BURGESSES OF THE SOUTH WARD. bbox=[172, 279, 355, 289]
section-heading-meetings: Meetings bbox=[371, 36, 496, 53]
mears-body-1: UPON the eve of another New Year we have to thank you for your kind support hitherto, and to solicit a continuance of your valued favours, which you may rely upon our still endeavouring to merit. bbox=[641, 125, 952, 165]
choice-figs: A very Choice Lot of new Dried Figs. Superior Summer Drinks—Ginger Beer, 2d per bottle. bbox=[961, 383, 1102, 411]
wholesale-stores: Wholesale Stores, bbox=[982, 926, 1081, 942]
dressmaker-head: S. HETHERINGTON bbox=[537, 431, 600, 440]
wood-address: WADE'S SHOP, POLLEN STREET (Near Adcock's.) bbox=[961, 488, 1073, 506]
buy-at: BUY AT bbox=[684, 1029, 749, 1039]
biscuits-body: In various sized Tins suitable for all occasions. bbox=[371, 965, 496, 984]
columns bbox=[10, 36, 1108, 1565]
veale-address: POLLEN STREET. bbox=[1003, 947, 1060, 956]
mears-address: POLLEN STREET, THAMES. bbox=[746, 412, 847, 421]
section-heading-drapery: Drapery, etc bbox=[505, 36, 632, 53]
open-for-cash: OPEN TO DO BUSINESS FOR CASH. bbox=[819, 1033, 934, 1042]
shrimps-heading: Shrimps for Tea!! bbox=[667, 1118, 766, 1134]
landed: Landed, bbox=[1003, 626, 1060, 644]
finlay-sub: WATCHMAKER AND JEWELLER, bbox=[381, 1389, 486, 1398]
tweeds: English and Colonial Tweeds, bbox=[968, 1228, 1095, 1240]
mennie-number: 140 bbox=[486, 1125, 496, 1133]
electoral-ad-2-body: AT the request of a number of Ratepayers of your Ward, I beg to announce myself a CANDIDATE for the vacant seat, and respectfully solicit your suffrages and support on the day of polling. bbox=[165, 195, 362, 240]
finlay-address: WILLIAMSON STREET, GRAHAMSTOWN. bbox=[371, 1403, 496, 1411]
whitehead-address: POLLEN STREET, bbox=[764, 532, 829, 541]
price-value-2: 6s 11d bbox=[613, 637, 626, 656]
pollen-bakery: POLLEN STREET BAKERY. bbox=[649, 721, 784, 734]
hetherington-2-body-5: on the Premises, and all Goods Sold are guaranteed of the very BEST QUALITY. bbox=[541, 1131, 632, 1159]
